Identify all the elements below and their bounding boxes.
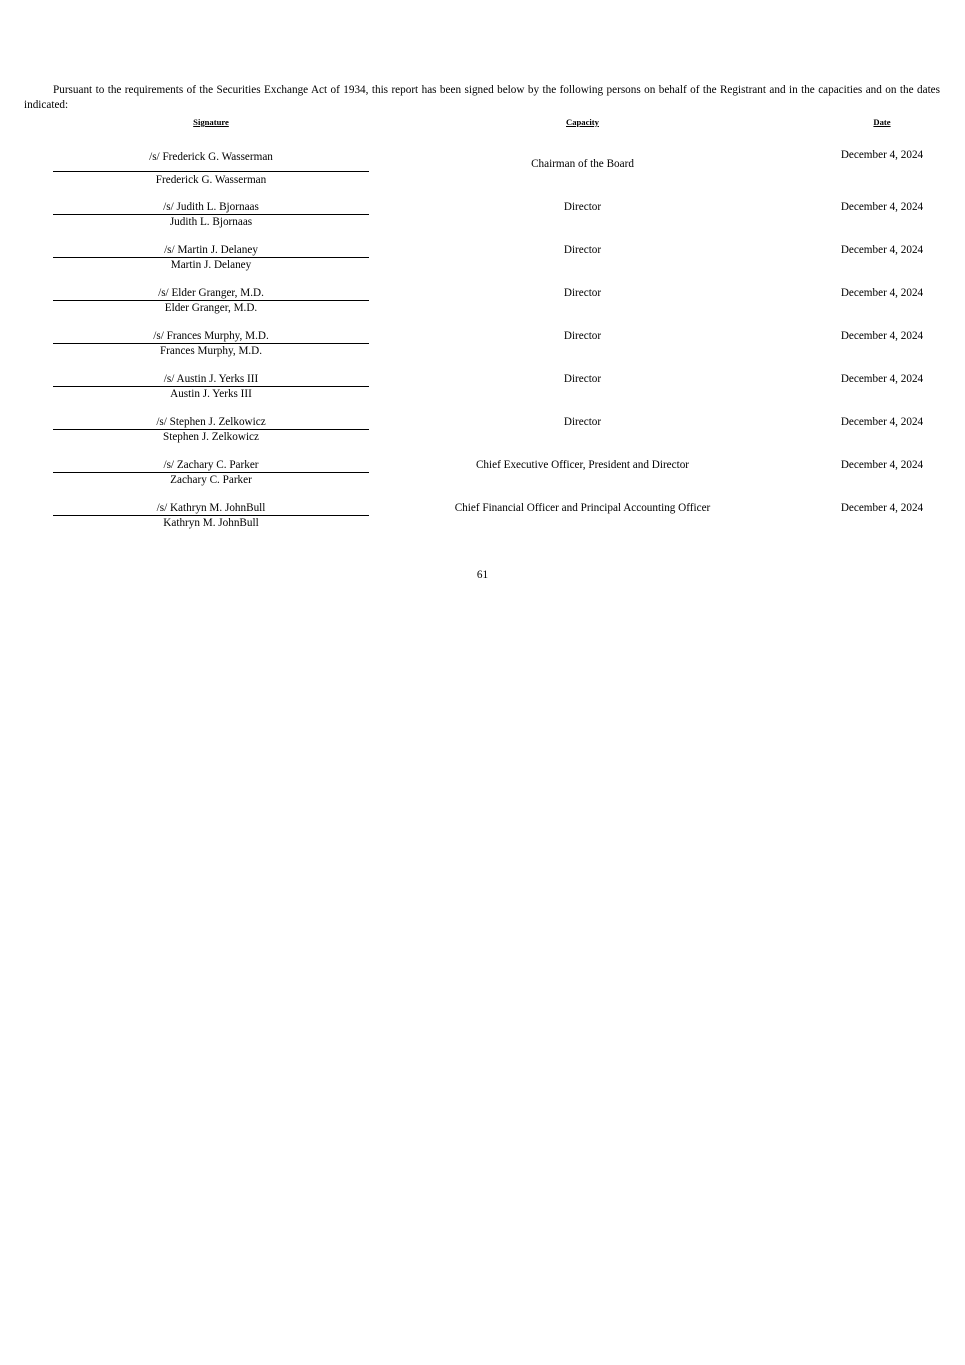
date-text: December 4, 2024: [840, 330, 924, 342]
capacity-text: Director: [563, 201, 602, 213]
signature-row-zelkowicz: [0, 415, 965, 455]
printed-name: Frederick G. Wasserman: [155, 174, 267, 186]
signed-line: /s/ Zachary C. Parker: [163, 459, 259, 471]
date-text: December 4, 2024: [840, 149, 924, 161]
printed-name: Kathryn M. JohnBull: [163, 517, 259, 529]
capacity-text: Chief Executive Officer, President and Director: [475, 459, 690, 471]
printed-name: Judith L. Bjornaas: [169, 216, 253, 228]
signed-line: /s/ Stephen J. Zelkowicz: [156, 416, 266, 428]
signature-row-parker: [0, 458, 965, 498]
signature-line: [53, 171, 369, 172]
printed-name: Zachary C. Parker: [170, 474, 252, 486]
printed-name: Frances Murphy, M.D.: [159, 345, 263, 357]
date-text: December 4, 2024: [840, 373, 924, 385]
signed-line: /s/ Martin J. Delaney: [164, 244, 258, 256]
printed-name: Austin J. Yerks III: [170, 388, 252, 400]
signature-row-johnbull: [0, 501, 965, 541]
signed-line: /s/ Frederick G. Wasserman: [149, 151, 273, 163]
date-column-header: Date: [873, 117, 891, 127]
capacity-text: Director: [563, 416, 602, 428]
printed-name: Martin J. Delaney: [170, 259, 252, 271]
signed-line: /s/ Austin J. Yerks III: [163, 373, 259, 385]
signature-row-wasserman: [0, 150, 965, 190]
signature-column-header: Signature: [193, 117, 229, 127]
date-text: December 4, 2024: [840, 502, 924, 514]
capacity-column-header: Capacity: [566, 117, 599, 127]
capacity-text: Chairman of the Board: [531, 158, 634, 170]
capacity-text: Director: [563, 244, 602, 256]
intro-paragraph: Pursuant to the requirements of the Securities Exchange Act of 1934, this report has been signed below by the following persons on behalf of the Registrant and in the capacities and on the dates indicated:: [24, 84, 940, 112]
signature-row-delaney: [0, 243, 965, 283]
date-text: December 4, 2024: [840, 201, 924, 213]
signature-row-bjornaas: [0, 200, 965, 240]
signed-line: /s/ Elder Granger, M.D.: [158, 287, 264, 299]
page-number: 61: [476, 569, 489, 581]
capacity-text: Director: [563, 287, 602, 299]
capacity-text: Chief Financial Officer and Principal Accounting Officer: [454, 502, 711, 514]
date-text: December 4, 2024: [840, 459, 924, 471]
signed-line: /s/ Judith L. Bjornaas: [163, 201, 259, 213]
signature-row-granger: [0, 286, 965, 326]
printed-name: Stephen J. Zelkowicz: [162, 431, 259, 443]
signature-row-yerks: [0, 372, 965, 412]
date-text: December 4, 2024: [840, 416, 924, 428]
printed-name: Elder Granger, M.D.: [164, 302, 258, 314]
signature-row-murphy: [0, 329, 965, 369]
date-text: December 4, 2024: [840, 244, 924, 256]
capacity-text: Director: [563, 330, 602, 342]
date-text: December 4, 2024: [840, 287, 924, 299]
signed-line: /s/ Kathryn M. JohnBull: [156, 502, 266, 514]
signed-line: /s/ Frances Murphy, M.D.: [153, 330, 269, 342]
capacity-text: Director: [563, 373, 602, 385]
